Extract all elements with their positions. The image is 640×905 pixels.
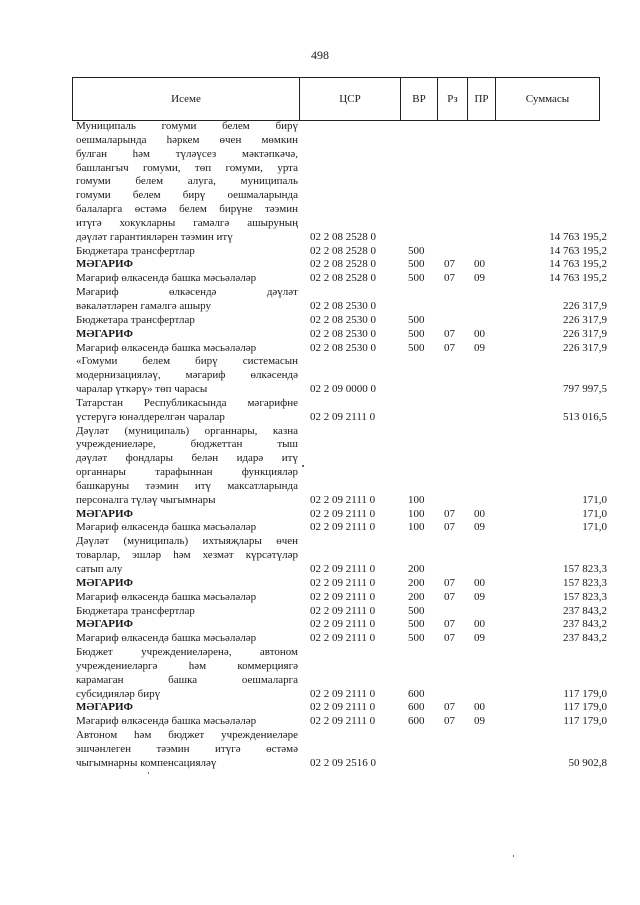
row-vr: 500 <box>408 258 425 271</box>
row-name-line: үстерүгә юнәлдерелгән чаралар <box>76 410 225 423</box>
row-vr: 200 <box>408 590 425 603</box>
row-name-line: Бюджетара трансфертлар <box>76 313 195 326</box>
row-name-line: Муниципаль гомуми белем бирү <box>76 120 298 132</box>
row-csr: 02 2 09 0000 0 <box>310 383 376 396</box>
row-sum: 237 843,2 <box>563 618 607 631</box>
row-pr: 09 <box>474 632 485 645</box>
table-row <box>0 425 640 508</box>
row-sum: 14 763 195,2 <box>549 244 607 257</box>
row-csr: 02 2 09 2111 0 <box>310 618 376 631</box>
scan-speck <box>302 465 304 467</box>
row-rz: 07 <box>444 272 455 285</box>
row-name-line: чаралар үткәрү» төп чарасы <box>76 383 208 396</box>
row-sum: 226 317,9 <box>563 341 607 354</box>
row-name-line: дәүләт фондлары белән идарә итү <box>76 452 298 465</box>
row-name-line: итүгә хокукларны гамәлгә ашыруның <box>76 216 298 229</box>
table-row <box>0 715 640 729</box>
row-name-line: МӘГАРИФ <box>76 576 133 589</box>
table-row <box>0 535 640 577</box>
row-csr: 02 2 09 2516 0 <box>310 756 376 769</box>
row-sum: 157 823,3 <box>563 576 607 589</box>
row-sum: 157 823,3 <box>563 590 607 603</box>
row-sum: 14 763 195,2 <box>549 258 607 271</box>
row-rz: 07 <box>444 618 455 631</box>
row-vr: 500 <box>408 618 425 631</box>
row-name <box>76 342 298 356</box>
row-csr: 02 2 09 2111 0 <box>310 715 376 728</box>
row-vr: 100 <box>408 507 425 520</box>
row-sum: 117 179,0 <box>563 687 607 700</box>
row-name <box>76 632 298 646</box>
row-vr: 500 <box>408 313 425 326</box>
row-sum: 171,0 <box>582 493 607 506</box>
row-name-line: МӘГАРИФ <box>76 258 133 271</box>
row-name-line: эшчәнлеген тәэмин итүгә өстәмә <box>76 742 298 755</box>
row-rz: 07 <box>444 590 455 603</box>
row-csr: 02 2 08 2530 0 <box>310 313 376 326</box>
row-csr: 02 2 09 2111 0 <box>310 563 376 575</box>
row-vr: 600 <box>408 715 425 728</box>
row-pr: 00 <box>474 327 485 340</box>
row-name <box>76 245 298 259</box>
row-vr: 600 <box>408 687 425 700</box>
row-name <box>76 521 298 535</box>
row-name <box>76 605 298 619</box>
row-sum: 171,0 <box>582 521 607 534</box>
row-name <box>76 729 298 771</box>
header-name: Исеме <box>73 78 300 121</box>
table-row <box>0 314 640 328</box>
row-rz: 07 <box>444 632 455 645</box>
row-vr: 500 <box>408 604 425 617</box>
row-name-line: модернизацияләү, мәгариф өлкәсендә <box>76 369 298 382</box>
row-csr: 02 2 09 2111 0 <box>310 632 376 645</box>
row-sum: 117 179,0 <box>563 715 607 728</box>
table-row <box>0 120 640 245</box>
row-name-line: Мәгариф өлкәсендә дәүләт <box>76 286 298 299</box>
row-csr: 02 2 08 2530 0 <box>310 327 376 340</box>
row-vr: 100 <box>408 521 425 534</box>
row-pr: 09 <box>474 590 485 603</box>
row-sum: 226 317,9 <box>563 327 607 340</box>
table-row <box>0 342 640 356</box>
header-vr: ВР <box>401 78 438 121</box>
row-pr: 09 <box>474 272 485 285</box>
row-csr: 02 2 08 2528 0 <box>310 244 376 257</box>
row-pr: 00 <box>474 507 485 520</box>
row-rz: 07 <box>444 715 455 728</box>
row-name-line: Бюджетара трансфертлар <box>76 604 195 617</box>
row-name-line: Мәгариф өлкәсендә башка мәсьәләләр <box>76 341 257 354</box>
table-row <box>0 355 640 397</box>
row-name <box>76 258 298 272</box>
row-rz: 07 <box>444 327 455 340</box>
row-pr: 00 <box>474 258 485 271</box>
row-name-line: чыгымнарны компенсацияләү <box>76 756 217 769</box>
row-sum: 157 823,3 <box>563 563 607 575</box>
row-name-line: МӘГАРИФ <box>76 618 133 631</box>
row-sum: 117 179,0 <box>563 701 607 714</box>
row-pr: 00 <box>474 576 485 589</box>
row-csr: 02 2 09 2111 0 <box>310 604 376 617</box>
row-name-line: вәкаләтләрен гамәлгә ашыру <box>76 299 211 312</box>
row-name-line: Бюджет учреждениеләренә, автоном <box>76 646 298 659</box>
table-body <box>0 120 640 771</box>
row-csr: 02 2 09 2111 0 <box>310 410 376 423</box>
row-sum: 797 997,5 <box>563 383 607 396</box>
row-name-line: башлангыч гомуми, төп гомуми, урта <box>76 161 298 174</box>
row-rz: 07 <box>444 521 455 534</box>
row-csr: 02 2 09 2111 0 <box>310 576 376 589</box>
header-rz: Рз <box>438 78 468 121</box>
row-name-line: МӘГАРИФ <box>76 507 133 520</box>
row-rz: 07 <box>444 507 455 520</box>
row-name-line: Автоном һәм бюджет учреждениеләре <box>76 729 298 742</box>
row-name-line: балаларга өстәмә белем бирүне тәэмин <box>76 203 298 216</box>
row-name <box>76 646 298 701</box>
row-pr: 09 <box>474 521 485 534</box>
row-name-line: Мәгариф өлкәсендә башка мәсьәләләр <box>76 590 257 603</box>
row-csr: 02 2 08 2530 0 <box>310 341 376 354</box>
row-name <box>76 591 298 605</box>
header-pr: ПР <box>468 78 496 121</box>
row-vr: 500 <box>408 244 425 257</box>
row-name <box>76 286 298 314</box>
row-name <box>76 425 298 508</box>
row-name <box>76 272 298 286</box>
table-row <box>0 632 640 646</box>
row-name-line: оешмаларында һәркем өчен мөмкин <box>76 133 298 146</box>
table-row <box>0 591 640 605</box>
row-name-line: Татарстан Республикасында мәгарифне <box>76 396 298 409</box>
row-name-line: персоналга түләү чыгымнары <box>76 493 216 506</box>
row-name-line: гомуми белем бирү оешмаларында <box>76 189 298 202</box>
row-name-line: Мәгариф өлкәсендә башка мәсьәләләр <box>76 521 257 534</box>
row-name-line: субсидияләр бирү <box>76 687 161 700</box>
row-vr: 100 <box>408 493 425 506</box>
row-vr: 500 <box>408 327 425 340</box>
row-name <box>76 701 298 715</box>
row-pr: 00 <box>474 618 485 631</box>
row-sum: 14 763 195,2 <box>549 272 607 285</box>
row-name-line: дәүләт гарантияләрен тәэмин итү <box>76 230 233 243</box>
table-row <box>0 521 640 535</box>
row-csr: 02 2 09 2111 0 <box>310 521 376 534</box>
table-row <box>0 577 640 591</box>
row-name-line: товарлар, эшләр һәм хезмәт күрсәтүләр <box>76 549 298 562</box>
row-name <box>76 577 298 591</box>
table-row <box>0 258 640 272</box>
table-row <box>0 286 640 314</box>
row-name-line: «Гомуми белем бирү системасын <box>76 355 298 368</box>
table-row <box>0 245 640 259</box>
row-sum: 237 843,2 <box>563 632 607 645</box>
row-rz: 07 <box>444 341 455 354</box>
row-name-line: Мәгариф өлкәсендә башка мәсьәләләр <box>76 715 257 728</box>
row-name <box>76 355 298 397</box>
row-rz: 07 <box>444 701 455 714</box>
row-vr: 500 <box>408 272 425 285</box>
row-csr: 02 2 09 2111 0 <box>310 687 376 700</box>
row-vr: 200 <box>408 576 425 589</box>
row-pr: 00 <box>474 701 485 714</box>
row-name-line: Мәгариф өлкәсендә башка мәсьәләләр <box>76 272 257 285</box>
row-rz: 07 <box>444 258 455 271</box>
row-name-line: Мәгариф өлкәсендә башка мәсьәләләр <box>76 632 257 645</box>
scan-speck <box>148 772 149 774</box>
header-sum: Суммасы <box>496 78 600 121</box>
row-sum: 237 843,2 <box>563 604 607 617</box>
row-name-line: Дәүләт (муниципаль) органнары, казна <box>76 424 298 437</box>
row-sum: 171,0 <box>582 507 607 520</box>
table-row <box>0 605 640 619</box>
row-name <box>76 508 298 522</box>
table-row <box>0 701 640 715</box>
row-csr: 02 2 09 2111 0 <box>310 590 376 603</box>
row-vr: 200 <box>408 563 425 575</box>
table-row <box>0 508 640 522</box>
row-name-line: учреждениеләргә һәм коммерциягә <box>76 659 298 672</box>
row-sum: 226 317,9 <box>563 313 607 326</box>
row-name <box>76 397 298 425</box>
row-name-line: гомуми белем алуга, муниципаль <box>76 175 298 188</box>
row-name <box>76 535 298 577</box>
row-rz: 07 <box>444 576 455 589</box>
row-vr: 600 <box>408 701 425 714</box>
table-row <box>0 328 640 342</box>
row-name-line: Дәүләт (муниципаль) ихтыяҗлары өчен <box>76 535 298 548</box>
header-csr: ЦСР <box>300 78 401 121</box>
page-number: 498 <box>311 48 329 62</box>
row-name <box>76 314 298 328</box>
row-name-line: башкаруны тәэмин итү максатларында <box>76 479 298 492</box>
row-csr: 02 2 09 2111 0 <box>310 493 376 506</box>
row-name-line: МӘГАРИФ <box>76 701 133 714</box>
row-sum: 14 763 195,2 <box>549 230 607 243</box>
row-pr: 09 <box>474 341 485 354</box>
row-csr: 02 2 09 2111 0 <box>310 507 376 520</box>
row-name-line: Бюджетара трансфертлар <box>76 244 195 257</box>
row-sum: 50 902,8 <box>568 756 607 769</box>
row-pr: 09 <box>474 715 485 728</box>
table-row <box>0 729 640 771</box>
table-row <box>0 618 640 632</box>
row-csr: 02 2 08 2528 0 <box>310 258 376 271</box>
row-name <box>76 618 298 632</box>
row-csr: 02 2 08 2528 0 <box>310 272 376 285</box>
row-vr: 500 <box>408 632 425 645</box>
row-name-line: булган һәм түләүсез мәктәпкәчә, <box>76 147 298 160</box>
row-sum: 226 317,9 <box>563 299 607 312</box>
table-row <box>0 646 640 701</box>
row-name-line: МӘГАРИФ <box>76 327 133 340</box>
row-name-line: учреждениеләре, бюджеттан тыш <box>76 438 298 451</box>
scan-speck <box>513 855 514 857</box>
row-sum: 513 016,5 <box>563 410 607 423</box>
table-header <box>72 77 600 121</box>
row-name <box>76 715 298 729</box>
row-name-line: карамаган башка оешмаларга <box>76 673 298 686</box>
row-csr: 02 2 08 2528 0 <box>310 230 376 243</box>
row-csr: 02 2 09 2111 0 <box>310 701 376 714</box>
row-name <box>76 120 298 245</box>
row-name <box>76 328 298 342</box>
row-csr: 02 2 08 2530 0 <box>310 299 376 312</box>
row-vr: 500 <box>408 341 425 354</box>
header-row <box>73 78 600 121</box>
row-name-line: органнары тарафыннан функцияләр <box>76 466 298 479</box>
table-row <box>0 272 640 286</box>
table-row <box>0 397 640 425</box>
row-name-line: сатып алу <box>76 563 123 575</box>
